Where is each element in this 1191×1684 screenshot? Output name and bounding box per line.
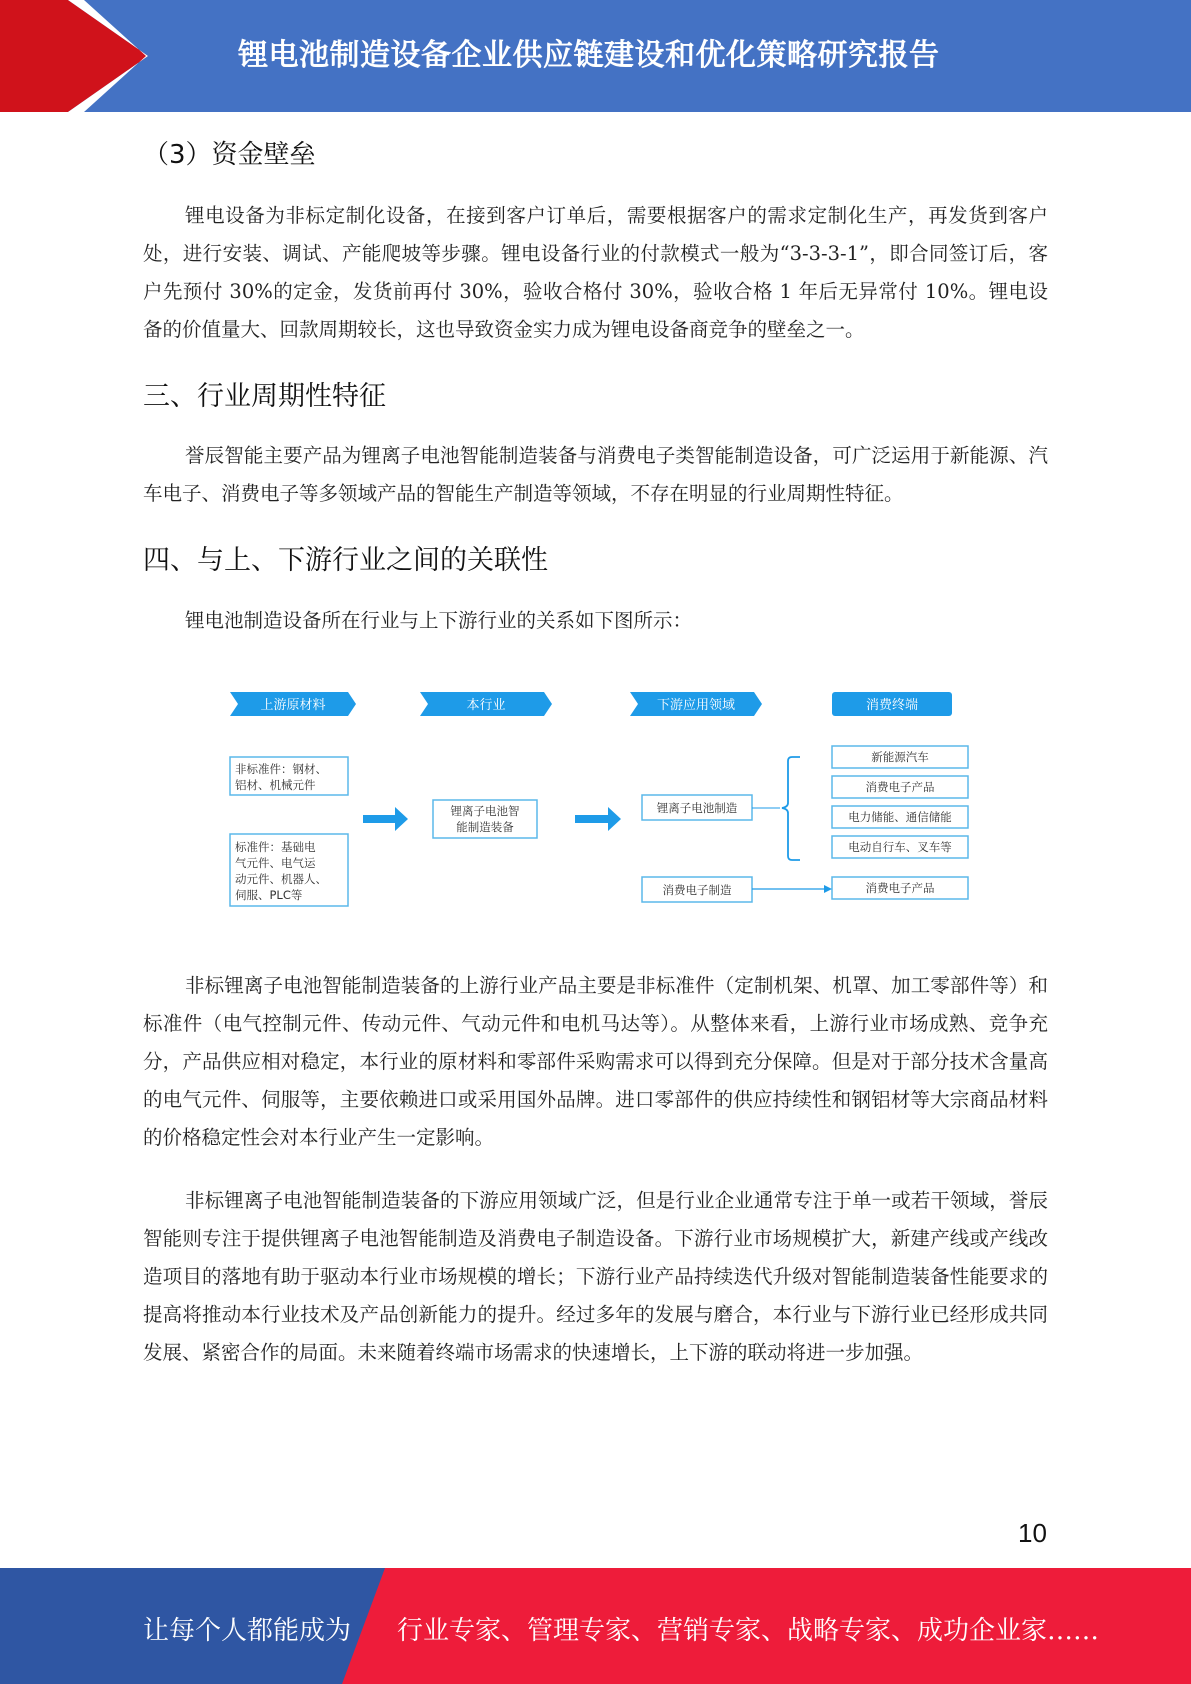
svg-text:消费终端: 消费终端	[865, 698, 919, 713]
relation-intro-paragraph: 锂电池制造设备所在行业与上下游行业的关系如下图所示：	[185, 609, 693, 632]
cyclicality-paragraph: 誉辰智能主要产品为锂离子电池智能制造装备与消费电子类智能制造设备，可广泛运用于新能源、汽车电子、消费电子等多领域产品的智能生产制造等领域，不存在明显的行业周期性特征。	[143, 444, 1048, 505]
svg-text:标准件：基础电: 标准件：基础电	[235, 840, 316, 854]
box-terminal-consumer-2	[832, 877, 968, 899]
report-title: 锂电池制造设备企业供应链建设和优化策略研究报告	[238, 38, 940, 73]
header-arrow-decoration	[0, 0, 160, 112]
relation-heading: 四、与上、下游行业之间的关联性	[143, 545, 548, 576]
cyclicality-heading: 三、行业周期性特征	[143, 381, 386, 412]
footer-slogan-right: 行业专家、管理专家、营销专家、战略专家、成功企业家……	[397, 1616, 1100, 1646]
svg-text:本行业: 本行业	[466, 698, 506, 713]
page-header	[0, 0, 1191, 112]
terminal-bracket	[782, 757, 800, 860]
box-terminal-ebike	[832, 836, 968, 858]
svg-text:能制造装备: 能制造装备	[456, 820, 514, 834]
svg-text:锂离子电池制造: 锂离子电池制造	[656, 801, 738, 815]
svg-text:锂离子电池智: 锂离子电池智	[450, 804, 520, 818]
page-footer	[0, 1568, 1191, 1684]
header-industry	[420, 692, 552, 716]
svg-text:下游应用领域: 下游应用领域	[656, 698, 736, 713]
page-number: 10	[1018, 1518, 1047, 1548]
svg-text:新能源汽车: 新能源汽车	[871, 750, 929, 764]
svg-text:消费电子产品: 消费电子产品	[865, 881, 935, 895]
box-battery-manufacturing	[642, 795, 752, 820]
capital-barrier-heading: （3）资金壁垒	[143, 140, 316, 170]
downstream-paragraph: 非标锂离子电池智能制造装备的下游应用领域广泛，但是行业企业通常专注于单一或若干领域，誉辰智能则专注于提供锂离子电池智能制造及消费电子制造设备。下游行业市场规模扩大，新建产线或产线改造项目的落地有助于驱动本行业市场规模的增长；下游行业产品持续迭代升级对智能制造装备性能要求的提高将推动本行业技术及产品创新能力的提升。经过多年的发展与磨合，本行业与下游行业已经形成共同发展、紧密合作的局面。未来随着终端市场需求的快速增长，上下游的联动将进一步加强。	[143, 1189, 1048, 1364]
box-consumer-manufacturing	[642, 877, 752, 902]
svg-text:非标准件：钢材、: 非标准件：钢材、	[235, 762, 327, 776]
header-upstream	[230, 692, 356, 716]
svg-text:电力储能、通信储能: 电力储能、通信储能	[848, 810, 952, 824]
svg-text:上游原材料: 上游原材料	[260, 698, 326, 713]
upstream-paragraph: 非标锂离子电池智能制造装备的上游行业产品主要是非标准件（定制机架、机罩、加工零部件等）和标准件（电气控制元件、传动元件、气动元件和电机马达等）。从整体来看，上游行业市场成熟、竞争充分，产品供应相对稳定，本行业的原材料和零部件采购需求可以得到充分保障。但是对于部分技术含量高的电气元件、伺服等，主要依赖进口或采用国外品牌。进口零部件的供应持续性和钢铝材等大宗商品材料的价格稳定性会对本行业产生一定影响。	[143, 974, 1048, 1149]
box-terminal-consumer-1	[832, 776, 968, 798]
industry-chain-diagram	[220, 680, 980, 920]
box-nonstandard-parts	[230, 757, 348, 795]
svg-text:气元件、电气运: 气元件、电气运	[235, 856, 316, 870]
svg-text:铝材、机械元件: 铝材、机械元件	[235, 778, 316, 792]
box-terminal-ev	[832, 746, 968, 768]
svg-text:伺服、PLC等: 伺服、PLC等	[235, 888, 303, 902]
box-standard-parts	[230, 834, 348, 906]
consumer-flow-arrowhead	[824, 885, 832, 893]
header-terminal	[832, 692, 952, 716]
box-terminal-storage	[832, 806, 968, 828]
svg-text:消费电子制造: 消费电子制造	[662, 883, 732, 897]
svg-text:电动自行车、叉车等: 电动自行车、叉车等	[848, 840, 952, 854]
box-industry-equipment	[433, 800, 537, 838]
flow-arrow-1	[363, 807, 408, 831]
header-downstream	[630, 692, 762, 716]
flow-arrow-2	[575, 807, 621, 831]
svg-text:消费电子产品: 消费电子产品	[865, 780, 935, 794]
capital-barrier-paragraph: 锂电设备为非标定制化设备，在接到客户订单后，需要根据客户的需求定制化生产，再发货到客户处，进行安装、调试、产能爬坡等步骤。锂电设备行业的付款模式一般为“3-3-3-1”，即合同签订后，客户先预付 30%的定金，发货前再付 30%，验收合格付 30%，验收合格 1 年后无异常付 10%。锂电设备的价值量大、回款周期较长，这也导致资金实力成为锂电设备商竞争的壁垒之一。	[143, 204, 1048, 341]
svg-text:动元件、机器人、: 动元件、机器人、	[235, 872, 327, 886]
footer-slogan-left: 让每个人都能成为	[143, 1616, 352, 1646]
